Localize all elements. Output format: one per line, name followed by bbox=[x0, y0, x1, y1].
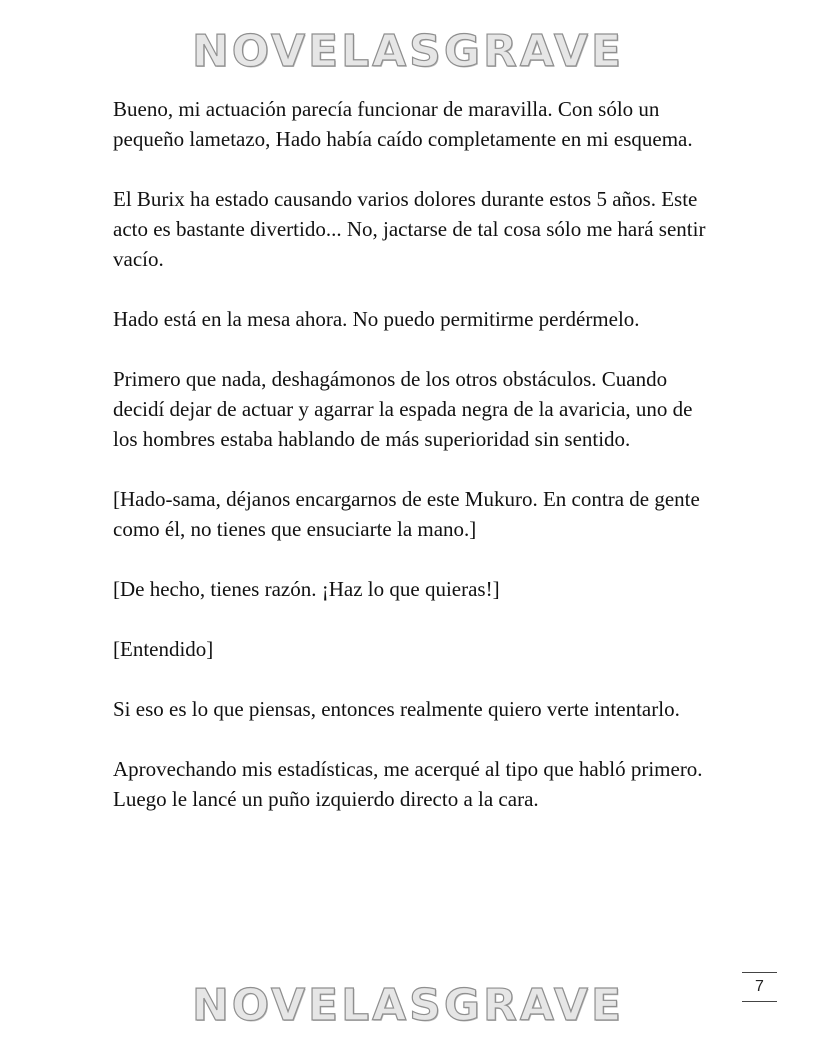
paragraph: [Entendido] bbox=[113, 637, 214, 661]
paragraph: Si eso es lo que piensas, entonces realmente quiero verte intentarlo. bbox=[113, 697, 680, 721]
paragraph: Bueno, mi actuación parecía funcionar de maravilla. Con sólo un pequeño lametazo, Hado había caído completamente en mi esquema. bbox=[113, 97, 693, 151]
paragraph: Primero que nada, deshagámonos de los otros obstáculos. Cuando decidí dejar de actuar y agarrar la espada negra de la avaricia, uno de los hombres estaba hablando de más superioridad sin sentido. bbox=[113, 367, 693, 451]
page-body bbox=[113, 94, 713, 844]
paragraph: Hado está en la mesa ahora. No puedo permitirme perdérmelo. bbox=[113, 307, 640, 331]
paragraph: [De hecho, tienes razón. ¡Haz lo que quieras!] bbox=[113, 577, 500, 601]
page-number: 7 bbox=[742, 972, 777, 1002]
paragraph: El Burix ha estado causando varios dolores durante estos 5 años. Este acto es bastante divertido... No, jactarse de tal cosa sólo me hará sentir vacío. bbox=[113, 187, 706, 271]
watermark-logo-bottom: NOVELASGRAVE bbox=[191, 980, 625, 1031]
watermark-logo-top: NOVELASGRAVE bbox=[191, 26, 625, 77]
paragraph: Aprovechando mis estadísticas, me acerqué al tipo que habló primero. Luego le lancé un puño izquierdo directo a la cara. bbox=[113, 757, 703, 811]
paragraph: [Hado-sama, déjanos encargarnos de este Mukuro. En contra de gente como él, no tienes que ensuciarte la mano.] bbox=[113, 487, 700, 541]
